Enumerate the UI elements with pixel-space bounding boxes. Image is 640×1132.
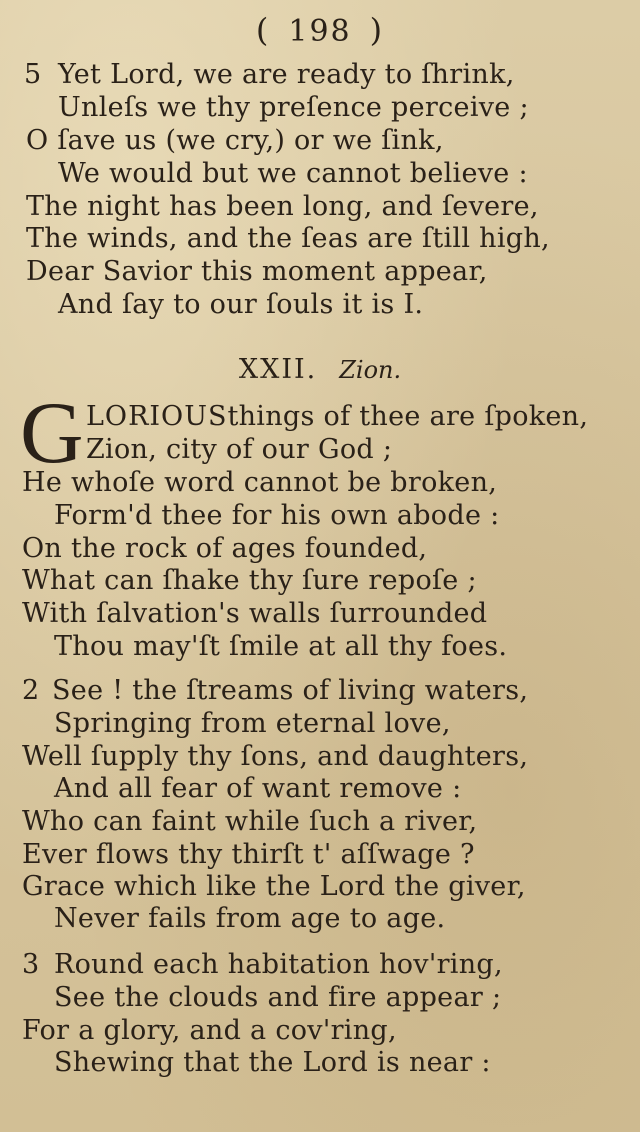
page-number: 198	[288, 14, 352, 49]
right-parenthesis: )	[369, 11, 385, 49]
hymn-title	[0, 353, 640, 387]
stanza-number: 3	[22, 949, 40, 980]
verse-line: The winds, and the ſeas are ſtill high,	[26, 223, 550, 254]
hymn-name: Zion.	[339, 356, 402, 384]
verse-line: On the rock of ages founded,	[22, 533, 428, 564]
stanza-number: 2	[22, 675, 40, 706]
verse-line: See the clouds and fire appear ;	[54, 982, 502, 1013]
left-parenthesis: (	[255, 11, 271, 49]
verse-line: Grace which like the Lord the giver,	[22, 871, 526, 902]
verse-line: Springing from eternal love,	[54, 708, 451, 739]
drop-cap: G	[20, 385, 84, 482]
verse-line: We would but we cannot believe :	[58, 158, 528, 189]
verse-line: Who can faint while ſuch a river,	[22, 806, 478, 837]
verse-line: Well ſupply thy ſons, and daughters,	[22, 741, 529, 772]
first-word: LORIOUS	[86, 401, 228, 432]
first-line-rest: things of thee are ſpoken,	[227, 401, 589, 432]
verse-line: Yet Lord, we are ready to ſhrink,	[58, 59, 515, 90]
verse-line: Ever flows thy thirſt t' aſſwage ?	[22, 839, 475, 870]
verse-line: For a glory, and a cov'ring,	[22, 1015, 397, 1046]
verse-line: Unleſs we thy preſence perceive ;	[58, 92, 529, 123]
verse-line: And ſay to our ſouls it is I.	[58, 289, 424, 320]
verse-line: Form'd thee for his own abode :	[54, 500, 500, 531]
verse-line: O ſave us (we cry,) or we ſink,	[26, 125, 444, 156]
verse-line: With ſalvation's walls ſurrounded	[22, 598, 488, 629]
verse-line: Dear Savior this moment appear,	[26, 256, 488, 287]
verse-line: The night has been long, and ſevere,	[26, 191, 539, 222]
verse-line: He whoſe word cannot be broken,	[22, 467, 498, 498]
page-header	[0, 10, 640, 52]
verse-line: Thou may'ſt ſmile at all thy foes.	[54, 631, 508, 662]
hymn-number: XXII.	[238, 354, 318, 385]
verse-line: Round each habitation hov'ring,	[54, 949, 503, 980]
verse-line: Shewing that the Lord is near :	[54, 1047, 491, 1078]
stanza-number: 5	[24, 59, 42, 90]
verse-line: Zion, city of our God ;	[86, 434, 393, 465]
verse-line: Never fails from age to age.	[54, 903, 446, 934]
verse-line-first	[86, 400, 588, 434]
verse-line: See ! the ſtreams of living waters,	[52, 675, 529, 706]
verse-line: And all fear of want remove :	[54, 773, 462, 804]
verse-line: What can ſhake thy ſure repoſe ;	[22, 565, 477, 596]
